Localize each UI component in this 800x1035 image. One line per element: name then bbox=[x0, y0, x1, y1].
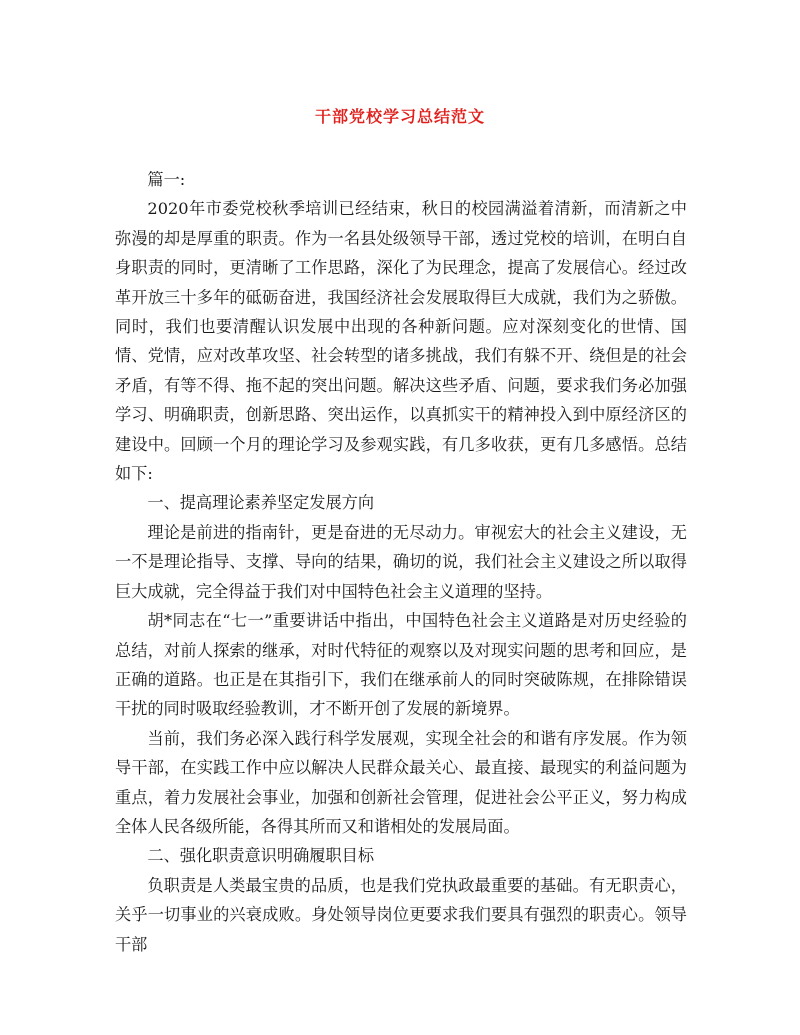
document-title: 干部党校学习总结范文 bbox=[314, 107, 485, 126]
section-heading-1: 一、提高理论素养坚定发展方向 bbox=[147, 493, 375, 513]
paragraph-theory: 理论是前进的指南针，更是奋进的无尽动力。审视宏大的社会主义建设，无一不是理论指导、支撑、导向的结果，确切的说，我们社会主义建设之所以取得巨大成就，完全得益于我们对中国特色社会主义道理的坚持。 bbox=[115, 522, 687, 601]
section-heading-2: 二、强化职责意识明确履职目标 bbox=[147, 846, 375, 866]
paragraph-section-label: 篇一: bbox=[147, 170, 186, 189]
paragraph-intro: 2020年市委党校秋季培训已经结束，秋日的校园满溢着清新，而清新之中弥漫的却是厚重的职责。作为一名县处级领导干部，透过党校的培训，在明白自身职责的同时，更清晰了工作思路，深化了为民理念，提高了发展信心。经过改革开放三十多年的砥砺奋进，我国经济社会发展取得巨大成就，我们为之骄傲。同时，我们也要清醒认识发展中出现的各种新问题。应对深刻变化的世情、国情、党情，应对改革攻坚、社会转型的诸多挑战，我们有躲不开、绕但是的社会矛盾，有等不得、拖不起的突出问题。解决这些矛盾、问题，要求我们务必加强学习、明确职责，创新思路、突出运作，以真抓实干的精神投入到中原经济区的建设中。回顾一个月的理论学习及参观实践，有几多收获，更有几多感悟。总结如下: bbox=[115, 199, 687, 484]
document-body bbox=[115, 165, 687, 959]
paragraph-speech: 胡*同志在“七一”重要讲话中指出，中国特色社会主义道路是对历史经验的总结，对前人探索的继承，对时代特征的观察以及对现实问题的思考和回应，是正确的道路。也正是在其指引下，我们在继承前人的同时突破陈规，在排除错误干扰的同时吸取经验教训，才不断开创了发展的新境界。 bbox=[115, 611, 687, 719]
paragraph-responsibility: 负职责是人类最宝贵的品质，也是我们党执政最重要的基础。有无职责心，关乎一切事业的兴衰成败。身处领导岗位更要求我们要具有强烈的职责心。领导干部 bbox=[115, 875, 687, 954]
paragraph-current: 当前，我们务必深入践行科学发展观，实现全社会的和谐有序发展。作为领导干部，在实践工作中应以解决人民群众最关心、最直接、最现实的利益问题为重点，着力发展社会事业，加强和创新社会管理，促进社会公平正义，努力构成全体人民各级所能，各得其所而又和谐相处的发展局面。 bbox=[115, 728, 687, 836]
